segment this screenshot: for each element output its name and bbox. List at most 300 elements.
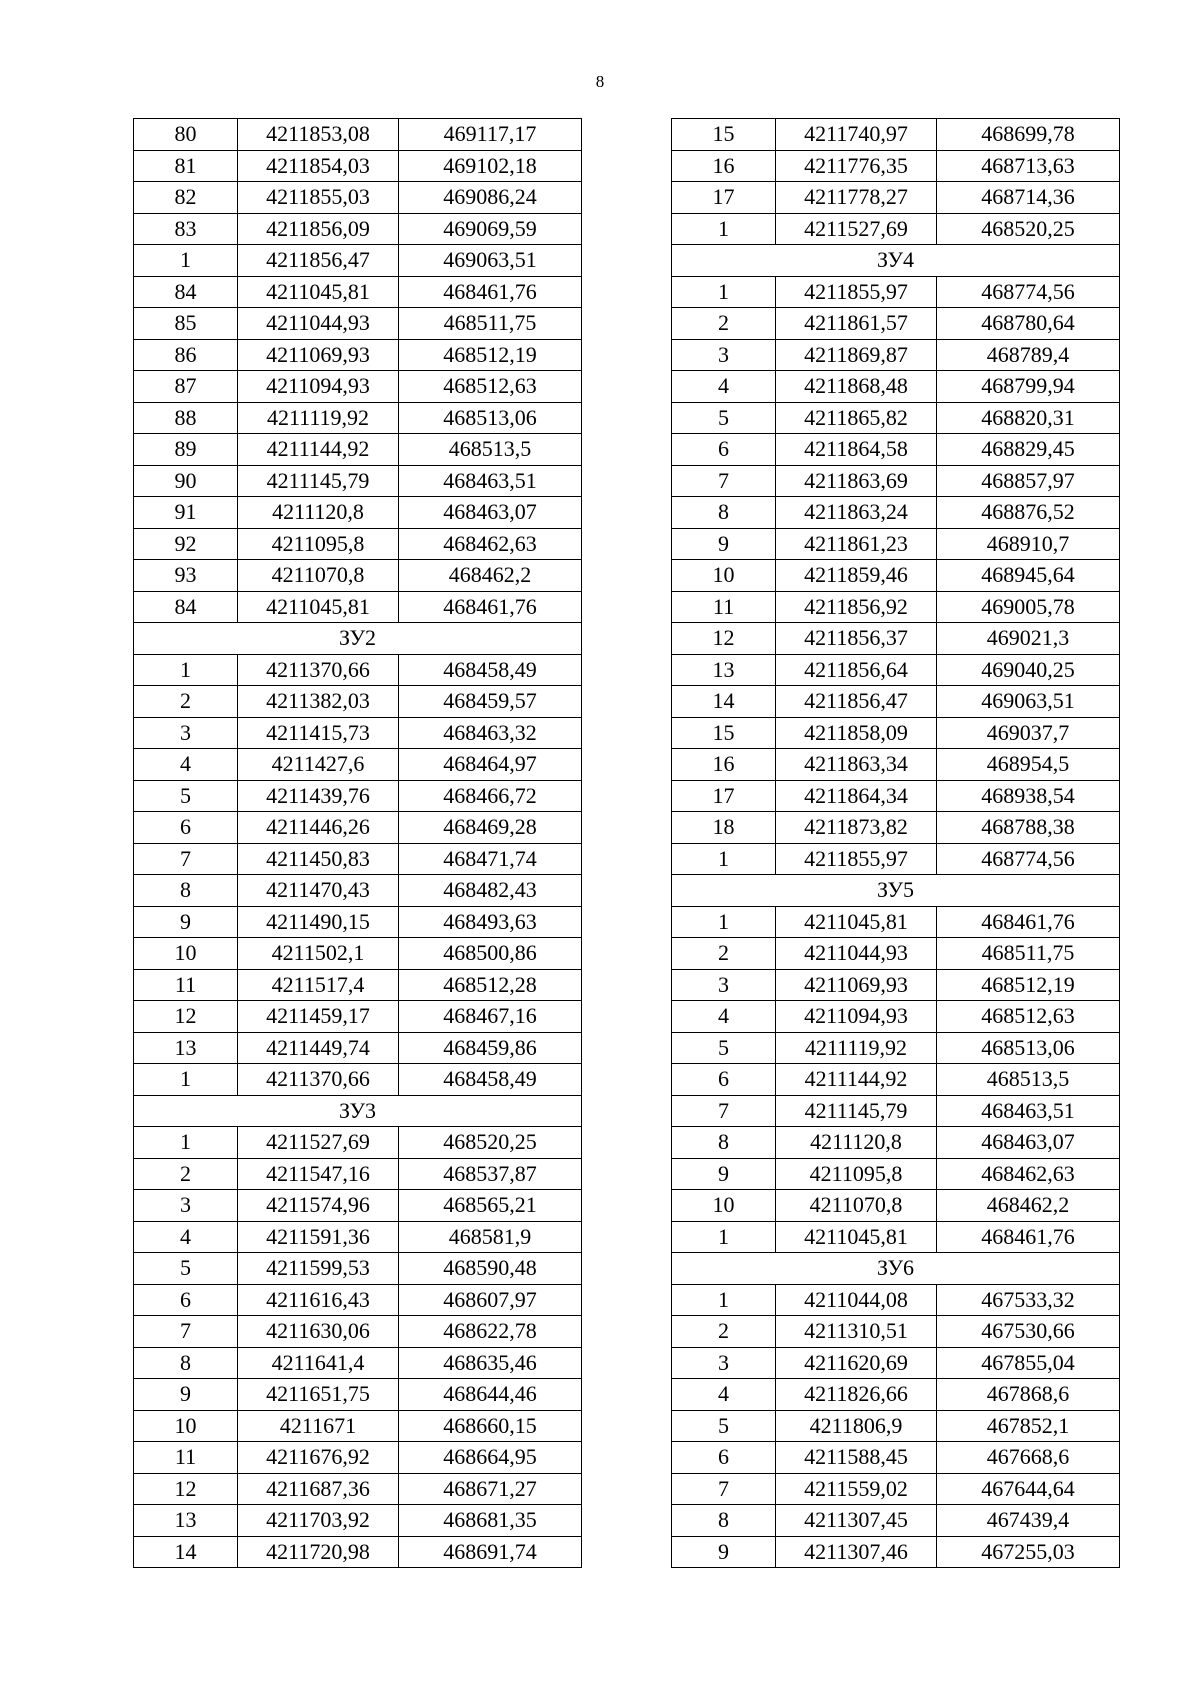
table-row [672,1284,1120,1316]
point-number-cell: 10 [134,1410,238,1442]
point-number-cell: 10 [672,1190,776,1222]
point-number-cell: 2 [672,308,776,340]
table-row [134,1221,582,1253]
point-number-cell: 7 [672,465,776,497]
y-coordinate-cell: 468681,35 [399,1505,582,1537]
x-coordinate-cell: 4211856,92 [776,591,937,623]
table-row [672,591,1120,623]
x-coordinate-cell: 4211044,93 [776,938,937,970]
table-row [672,1158,1120,1190]
y-coordinate-cell: 468511,75 [399,308,582,340]
point-number-cell: 84 [134,276,238,308]
x-coordinate-cell: 4211858,09 [776,717,937,749]
y-coordinate-cell: 468660,15 [399,1410,582,1442]
x-coordinate-cell: 4211069,93 [238,339,399,371]
x-coordinate-cell: 4211095,8 [238,528,399,560]
point-number-cell: 85 [134,308,238,340]
section-title: ЗУ6 [672,1253,1120,1285]
table-row [134,686,582,718]
y-coordinate-cell: 467439,4 [937,1505,1120,1537]
y-coordinate-cell: 468461,76 [937,906,1120,938]
section-header-row [672,1253,1120,1285]
point-number-cell: 1 [134,654,238,686]
x-coordinate-cell: 4211450,83 [238,843,399,875]
point-number-cell: 9 [672,1158,776,1190]
section-header-row [672,875,1120,907]
point-number-cell: 8 [134,1347,238,1379]
table-row [672,623,1120,655]
y-coordinate-cell: 469069,59 [399,213,582,245]
point-number-cell: 2 [134,1158,238,1190]
y-coordinate-cell: 468829,45 [937,434,1120,466]
y-coordinate-cell: 468512,19 [937,969,1120,1001]
x-coordinate-cell: 4211856,37 [776,623,937,655]
table-row [672,1347,1120,1379]
x-coordinate-cell: 4211547,16 [238,1158,399,1190]
point-number-cell: 4 [134,749,238,781]
point-number-cell: 5 [134,780,238,812]
section-title: ЗУ5 [672,875,1120,907]
table-row [134,1347,582,1379]
y-coordinate-cell: 468671,27 [399,1473,582,1505]
section-header-row [134,1095,582,1127]
y-coordinate-cell: 468581,9 [399,1221,582,1253]
x-coordinate-cell: 4211776,35 [776,150,937,182]
x-coordinate-cell: 4211641,4 [238,1347,399,1379]
y-coordinate-cell: 468513,06 [399,402,582,434]
point-number-cell: 13 [134,1032,238,1064]
point-number-cell: 17 [672,780,776,812]
x-coordinate-cell: 4211854,03 [238,150,399,182]
y-coordinate-cell: 468607,97 [399,1284,582,1316]
x-coordinate-cell: 4211459,17 [238,1001,399,1033]
x-coordinate-cell: 4211863,24 [776,497,937,529]
point-number-cell: 6 [134,812,238,844]
x-coordinate-cell: 4211120,8 [776,1127,937,1159]
table-row [672,1032,1120,1064]
point-number-cell: 1 [672,276,776,308]
table-row [134,780,582,812]
table-row [672,119,1120,151]
x-coordinate-cell: 4211856,47 [238,245,399,277]
y-coordinate-cell: 468463,07 [937,1127,1120,1159]
point-number-cell: 1 [672,213,776,245]
table-row [134,465,582,497]
y-coordinate-cell: 468471,74 [399,843,582,875]
y-coordinate-cell: 469037,7 [937,717,1120,749]
y-coordinate-cell: 468459,57 [399,686,582,718]
point-number-cell: 82 [134,182,238,214]
point-number-cell: 5 [134,1253,238,1285]
y-coordinate-cell: 469040,25 [937,654,1120,686]
x-coordinate-cell: 4211671 [238,1410,399,1442]
x-coordinate-cell: 4211094,93 [776,1001,937,1033]
x-coordinate-cell: 4211427,6 [238,749,399,781]
table-row [672,843,1120,875]
y-coordinate-cell: 469086,24 [399,182,582,214]
y-coordinate-cell: 469102,18 [399,150,582,182]
point-number-cell: 12 [134,1001,238,1033]
y-coordinate-cell: 468788,38 [937,812,1120,844]
x-coordinate-cell: 4211120,8 [238,497,399,529]
point-number-cell: 12 [134,1473,238,1505]
y-coordinate-cell: 468954,5 [937,749,1120,781]
point-number-cell: 11 [134,969,238,1001]
y-coordinate-cell: 468459,86 [399,1032,582,1064]
x-coordinate-cell: 4211687,36 [238,1473,399,1505]
x-coordinate-cell: 4211703,92 [238,1505,399,1537]
y-coordinate-cell: 468463,32 [399,717,582,749]
y-coordinate-cell: 468714,36 [937,182,1120,214]
x-coordinate-cell: 4211070,8 [238,560,399,592]
x-coordinate-cell: 4211861,23 [776,528,937,560]
table-row [134,1064,582,1096]
table-row [134,1001,582,1033]
table-row [672,150,1120,182]
table-row [134,560,582,592]
point-number-cell: 5 [672,1410,776,1442]
table-row [672,1442,1120,1474]
table-row [134,1316,582,1348]
table-row [134,1536,582,1568]
table-row [672,749,1120,781]
point-number-cell: 1 [672,1221,776,1253]
x-coordinate-cell: 4211778,27 [776,182,937,214]
x-coordinate-cell: 4211527,69 [776,213,937,245]
section-header-row [672,245,1120,277]
x-coordinate-cell: 4211307,46 [776,1536,937,1568]
x-coordinate-cell: 4211045,81 [238,591,399,623]
y-coordinate-cell: 468945,64 [937,560,1120,592]
y-coordinate-cell: 468820,31 [937,402,1120,434]
point-number-cell: 6 [134,1284,238,1316]
table-row [134,591,582,623]
table-row [134,843,582,875]
x-coordinate-cell: 4211599,53 [238,1253,399,1285]
x-coordinate-cell: 4211826,66 [776,1379,937,1411]
y-coordinate-cell: 468461,76 [937,1221,1120,1253]
table-row [672,213,1120,245]
point-number-cell: 8 [672,1505,776,1537]
x-coordinate-cell: 4211119,92 [776,1032,937,1064]
x-coordinate-cell: 4211119,92 [238,402,399,434]
x-coordinate-cell: 4211446,26 [238,812,399,844]
table-row [672,717,1120,749]
y-coordinate-cell: 468461,76 [399,591,582,623]
y-coordinate-cell: 468590,48 [399,1253,582,1285]
y-coordinate-cell: 468500,86 [399,938,582,970]
point-number-cell: 83 [134,213,238,245]
table-row [672,1316,1120,1348]
table-row [672,465,1120,497]
table-row [134,1379,582,1411]
point-number-cell: 18 [672,812,776,844]
point-number-cell: 1 [672,906,776,938]
x-coordinate-cell: 4211865,82 [776,402,937,434]
table-row [672,339,1120,371]
table-row [672,1536,1120,1568]
table-row [134,434,582,466]
y-coordinate-cell: 468458,49 [399,654,582,686]
y-coordinate-cell: 468537,87 [399,1158,582,1190]
table-row [672,1473,1120,1505]
table-row [672,1379,1120,1411]
x-coordinate-cell: 4211855,97 [776,276,937,308]
y-coordinate-cell: 468512,28 [399,969,582,1001]
table-row [672,686,1120,718]
x-coordinate-cell: 4211144,92 [776,1064,937,1096]
y-coordinate-cell: 468467,16 [399,1001,582,1033]
point-number-cell: 81 [134,150,238,182]
coordinates-table-left [133,118,582,1568]
x-coordinate-cell: 4211859,46 [776,560,937,592]
x-coordinate-cell: 4211094,93 [238,371,399,403]
point-number-cell: 7 [672,1473,776,1505]
y-coordinate-cell: 468458,49 [399,1064,582,1096]
point-number-cell: 80 [134,119,238,151]
point-number-cell: 13 [134,1505,238,1537]
table-row [672,308,1120,340]
point-number-cell: 14 [672,686,776,718]
table-row [134,1032,582,1064]
table-row [134,969,582,1001]
y-coordinate-cell: 467855,04 [937,1347,1120,1379]
table-row [672,780,1120,812]
point-number-cell: 88 [134,402,238,434]
table-row [134,875,582,907]
point-number-cell: 1 [672,1284,776,1316]
point-number-cell: 6 [672,1064,776,1096]
point-number-cell: 92 [134,528,238,560]
y-coordinate-cell: 468713,63 [937,150,1120,182]
y-coordinate-cell: 468910,7 [937,528,1120,560]
y-coordinate-cell: 468462,63 [937,1158,1120,1190]
y-coordinate-cell: 467868,6 [937,1379,1120,1411]
x-coordinate-cell: 4211045,81 [776,1221,937,1253]
point-number-cell: 84 [134,591,238,623]
point-number-cell: 10 [672,560,776,592]
x-coordinate-cell: 4211310,51 [776,1316,937,1348]
table-row [134,1505,582,1537]
x-coordinate-cell: 4211861,57 [776,308,937,340]
table-row [672,497,1120,529]
y-coordinate-cell: 468876,52 [937,497,1120,529]
table-row [134,119,582,151]
x-coordinate-cell: 4211856,47 [776,686,937,718]
x-coordinate-cell: 4211144,92 [238,434,399,466]
table-row [134,1473,582,1505]
y-coordinate-cell: 468635,46 [399,1347,582,1379]
y-coordinate-cell: 468469,28 [399,812,582,844]
table-row [672,654,1120,686]
y-coordinate-cell: 468789,4 [937,339,1120,371]
table-row [134,308,582,340]
y-coordinate-cell: 468664,95 [399,1442,582,1474]
x-coordinate-cell: 4211651,75 [238,1379,399,1411]
x-coordinate-cell: 4211630,06 [238,1316,399,1348]
point-number-cell: 5 [672,1032,776,1064]
point-number-cell: 1 [134,1064,238,1096]
table-row [134,528,582,560]
table-row [134,150,582,182]
section-title: ЗУ4 [672,245,1120,277]
table-row [672,1190,1120,1222]
x-coordinate-cell: 4211527,69 [238,1127,399,1159]
y-coordinate-cell: 468513,5 [937,1064,1120,1096]
x-coordinate-cell: 4211620,69 [776,1347,937,1379]
point-number-cell: 4 [134,1221,238,1253]
y-coordinate-cell: 469117,17 [399,119,582,151]
table-row [672,371,1120,403]
x-coordinate-cell: 4211069,93 [776,969,937,1001]
point-number-cell: 4 [672,1379,776,1411]
point-number-cell: 1 [134,245,238,277]
point-number-cell: 8 [672,1127,776,1159]
point-number-cell: 9 [672,528,776,560]
point-number-cell: 87 [134,371,238,403]
table-row [672,1221,1120,1253]
table-row [672,1095,1120,1127]
x-coordinate-cell: 4211307,45 [776,1505,937,1537]
point-number-cell: 16 [672,150,776,182]
page-number: 8 [595,72,605,91]
table-row [134,1284,582,1316]
x-coordinate-cell: 4211863,69 [776,465,937,497]
point-number-cell: 6 [672,1442,776,1474]
y-coordinate-cell: 468512,63 [399,371,582,403]
y-coordinate-cell: 468622,78 [399,1316,582,1348]
y-coordinate-cell: 468799,94 [937,371,1120,403]
x-coordinate-cell: 4211591,36 [238,1221,399,1253]
point-number-cell: 3 [134,717,238,749]
point-number-cell: 7 [134,843,238,875]
table-row [134,717,582,749]
y-coordinate-cell: 468466,72 [399,780,582,812]
table-row [672,1127,1120,1159]
coordinates-table-left-body [134,119,582,1568]
x-coordinate-cell: 4211740,97 [776,119,937,151]
y-coordinate-cell: 467644,64 [937,1473,1120,1505]
x-coordinate-cell: 4211370,66 [238,654,399,686]
table-row [134,906,582,938]
table-row [134,245,582,277]
point-number-cell: 2 [134,686,238,718]
point-number-cell: 17 [672,182,776,214]
coordinates-table-right [671,118,1120,1568]
section-title: ЗУ3 [134,1095,582,1127]
x-coordinate-cell: 4211044,93 [238,308,399,340]
x-coordinate-cell: 4211855,97 [776,843,937,875]
table-row [134,371,582,403]
point-number-cell: 9 [134,1379,238,1411]
table-row [134,1190,582,1222]
x-coordinate-cell: 4211517,4 [238,969,399,1001]
x-coordinate-cell: 4211070,8 [776,1190,937,1222]
x-coordinate-cell: 4211864,34 [776,780,937,812]
x-coordinate-cell: 4211490,15 [238,906,399,938]
point-number-cell: 93 [134,560,238,592]
table-row [134,182,582,214]
table-row [672,1505,1120,1537]
point-number-cell: 15 [672,717,776,749]
table-row [134,497,582,529]
table-row [672,969,1120,1001]
point-number-cell: 91 [134,497,238,529]
x-coordinate-cell: 4211045,81 [776,906,937,938]
y-coordinate-cell: 468938,54 [937,780,1120,812]
point-number-cell: 3 [672,969,776,1001]
y-coordinate-cell: 468482,43 [399,875,582,907]
y-coordinate-cell: 468463,07 [399,497,582,529]
point-number-cell: 15 [672,119,776,151]
y-coordinate-cell: 469063,51 [399,245,582,277]
point-number-cell: 14 [134,1536,238,1568]
table-row [134,812,582,844]
table-row [134,339,582,371]
y-coordinate-cell: 468462,2 [399,560,582,592]
x-coordinate-cell: 4211370,66 [238,1064,399,1096]
y-coordinate-cell: 468691,74 [399,1536,582,1568]
point-number-cell: 86 [134,339,238,371]
y-coordinate-cell: 468493,63 [399,906,582,938]
point-number-cell: 3 [672,339,776,371]
point-number-cell: 12 [672,623,776,655]
y-coordinate-cell: 469005,78 [937,591,1120,623]
x-coordinate-cell: 4211873,82 [776,812,937,844]
point-number-cell: 9 [672,1536,776,1568]
point-number-cell: 11 [134,1442,238,1474]
y-coordinate-cell: 469021,3 [937,623,1120,655]
x-coordinate-cell: 4211856,09 [238,213,399,245]
x-coordinate-cell: 4211588,45 [776,1442,937,1474]
y-coordinate-cell: 468520,25 [937,213,1120,245]
point-number-cell: 1 [134,1127,238,1159]
x-coordinate-cell: 4211439,76 [238,780,399,812]
x-coordinate-cell: 4211720,98 [238,1536,399,1568]
section-title: ЗУ2 [134,623,582,655]
y-coordinate-cell: 468512,19 [399,339,582,371]
coordinates-table-right-body [672,119,1120,1568]
table-row [672,182,1120,214]
x-coordinate-cell: 4211863,34 [776,749,937,781]
x-coordinate-cell: 4211382,03 [238,686,399,718]
x-coordinate-cell: 4211145,79 [776,1095,937,1127]
table-row [672,1064,1120,1096]
point-number-cell: 3 [672,1347,776,1379]
point-number-cell: 7 [134,1316,238,1348]
table-row [134,402,582,434]
y-coordinate-cell: 468520,25 [399,1127,582,1159]
x-coordinate-cell: 4211574,96 [238,1190,399,1222]
y-coordinate-cell: 469063,51 [937,686,1120,718]
y-coordinate-cell: 468565,21 [399,1190,582,1222]
point-number-cell: 6 [672,434,776,466]
y-coordinate-cell: 467668,6 [937,1442,1120,1474]
x-coordinate-cell: 4211559,02 [776,1473,937,1505]
x-coordinate-cell: 4211676,92 [238,1442,399,1474]
point-number-cell: 8 [672,497,776,529]
y-coordinate-cell: 468774,56 [937,843,1120,875]
table-row [672,1410,1120,1442]
point-number-cell: 7 [672,1095,776,1127]
table-row [134,1127,582,1159]
point-number-cell: 8 [134,875,238,907]
x-coordinate-cell: 4211806,9 [776,1410,937,1442]
y-coordinate-cell: 468462,63 [399,528,582,560]
x-coordinate-cell: 4211470,43 [238,875,399,907]
y-coordinate-cell: 468513,5 [399,434,582,466]
point-number-cell: 90 [134,465,238,497]
